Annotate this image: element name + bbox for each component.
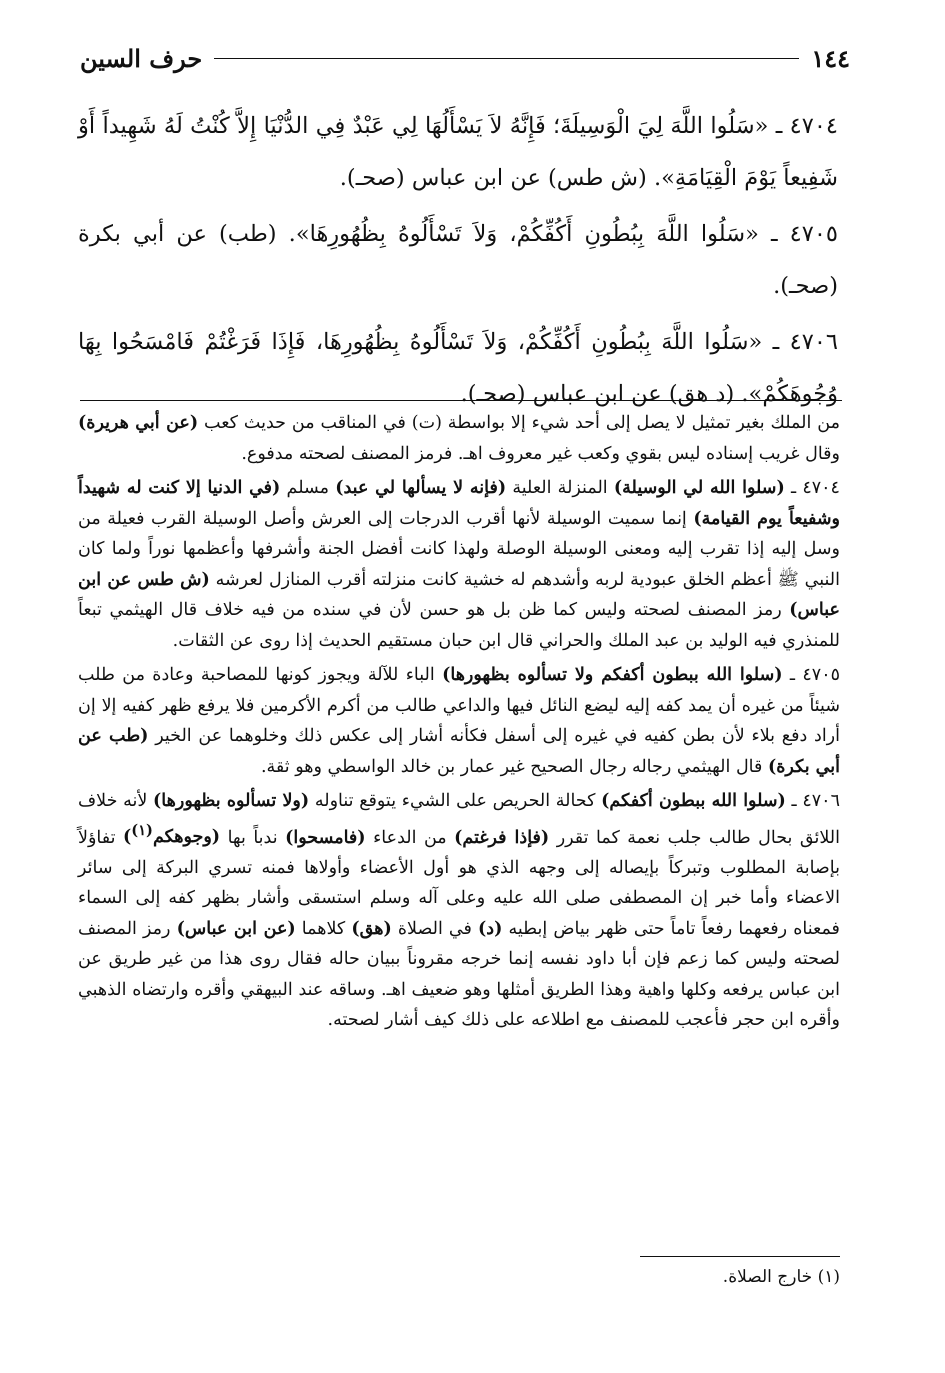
commentary-text: مسلم: [286, 478, 329, 498]
commentary-4705: [78, 660, 840, 782]
hadith-source: (د هق) عن ابن عباس (صحـ).: [460, 381, 735, 407]
commentary-text: رمز المصنف لصحته وليس كما ظن بل هو حسن لأن في سنده من فيه خلاف قال الهيثمي تبعاً للمنذري فيه الوليد بن عبد الملك والحراني قال ابن حبان مستقيم الحديث إذا روى عن الثقات.: [78, 600, 840, 651]
hadith-text: «سَلُوا اللَّهَ بِبُطُونِ أَكُفِّكُمْ، وَلاَ تَسْأَلُوهُ بِظُهُورِهَا».: [288, 221, 759, 247]
hadith-4706: [78, 316, 838, 420]
commentary-highlight: (ش طس عن ابن عباس): [78, 569, 840, 620]
commentary-number: ٤٧٠٥ ـ: [789, 665, 840, 685]
hadith-source: (طب) عن أبي بكرة (صحـ).: [78, 221, 838, 299]
commentary-text: الباء للآلة ويجوز كونها للمصاحبة وعادة من طلب شيئاً من غيره أن يمد كفه إليه ليضع النائل فيها والداعي طالب من أكرم الأكرمين فلا يرفع ظهر كفيه إلا إن أراد دفع بلاء لأن بطن كفيه في غيره إلى أسفل فكأنه أشار إلى عكس ذلك وخلوهما عن الخير: [78, 665, 840, 746]
commentary-highlight-part: ): [123, 827, 132, 848]
commentary-section: [78, 408, 840, 1040]
commentary-highlight: (هق): [351, 918, 392, 939]
commentary-number: ٤٧٠٦ ـ: [791, 791, 840, 811]
hadith-number: ٤٧٠٤ ـ: [775, 113, 838, 139]
commentary-highlight: (ولا تسألوه بظهورها): [153, 791, 310, 811]
commentary-text: قال الهيثمي رجاله رجال الصحيح غير عمار بن خالد الواسطي وهو ثقة.: [260, 756, 763, 777]
hadith-4705: [78, 208, 838, 312]
hadith-4704: [78, 100, 838, 204]
commentary-text: رمز المصنف لصحته وليس كما زعم فإن أبا داود نفسه إنما خرجه مقروناً ببيان حاله فقال روى هذا من غير طريق عن ابن عباس يرفعه وكلها واهية وهذا الطريق أمثلها وهو ضعيف اهـ. وساقه عند البيهقي وأقره وارتضاه الذهبي وأقره ابن حجر فأعجب للمصنف مع اطلاعه على ذلك كيف أشار لصحته.: [78, 918, 840, 1031]
page-header: [80, 38, 850, 78]
commentary-highlight-part: (وجوهكم: [152, 827, 221, 848]
commentary-highlight: (سلوا الله ببطون أكفكم): [601, 791, 786, 811]
hadith-source: (ش طس) عن ابن عباس (صحـ).: [339, 165, 647, 191]
hadith-text-section: [78, 100, 838, 424]
commentary-text: كحالة الحريص على الشيء يتوقع تناوله: [314, 791, 596, 811]
commentary-text: كلاهما: [301, 918, 346, 939]
commentary-highlight: (سلوا الله لي الوسيلة): [613, 478, 785, 498]
commentary-text: من الدعاء: [373, 827, 447, 848]
footnote: [500, 1262, 840, 1292]
commentary-highlight: [123, 822, 221, 848]
commentary-number: ٤٧٠٤ ـ: [790, 478, 840, 498]
commentary-text: لأنه خلاف اللائق بحال طالب جلب نعمة كما تقرر: [78, 791, 840, 848]
hadith-text: «سَلُوا اللَّهَ لِيَ الْوَسِيلَةَ؛ فَإِنَّهُ لاَ يَسْأَلُهَا لِي عَبْدٌ فِي الدُّنْيَا إِلاَّ كُنْتُ لَهُ شَهِيداً أَوْ شَفِيعاً يَوْمَ الْقِيَامَةِ».: [78, 113, 838, 191]
commentary-highlight: (فامسحوا): [285, 827, 366, 848]
footnote-reference: (١): [131, 822, 153, 840]
commentary-highlight: (فإنه لا يسألها لي عبد): [335, 478, 507, 498]
commentary-text: المنزلة العلية: [512, 478, 608, 498]
commentary-highlight: (عن أبي هريرة): [78, 413, 199, 433]
commentary-highlight: (د): [478, 918, 503, 939]
commentary-4704: [78, 473, 840, 656]
footnote-text: خارج الصلاة.: [722, 1267, 813, 1287]
hadith-number: ٤٧٠٥ ـ: [770, 221, 839, 247]
commentary-highlight: (في الدنيا إلا كنت له شهيداً وشفيعاً يوم القيامة): [78, 478, 840, 529]
commentary-text: ندباً بها: [227, 827, 278, 848]
commentary-text: وقال غريب إسناده ليس بقوي وكعب غير معروف اهـ. فرمز المصنف لصحته مدفوع.: [241, 443, 840, 464]
hadith-number: ٤٧٠٦ ـ: [772, 329, 839, 355]
commentary-highlight: (سلوا الله ببطون أكفكم ولا تسألوه بظهورها): [442, 665, 783, 685]
hadith-text: «سَلُوا اللَّهَ بِبُطُونِ أَكُفِّكُمْ، وَلاَ تَسْأَلُوهُ بِظُهُورِهَا، فَإِذَا فَرَغْتُمْ فَامْسَحُوا بِهَا وُجُوهَكُمْ».: [78, 329, 838, 407]
commentary-highlight: (طب عن أبي بكرة): [78, 726, 840, 777]
commentary-highlight: (فإذا فرغتم): [454, 827, 550, 848]
page-number: ١٤٤: [811, 43, 850, 73]
commentary-text: من الملك بغير تمثيل لا يصل إلى أحد شيء إلا بواسطة (ت) في المناقب من حديث كعب: [204, 413, 840, 433]
header-rule: [214, 58, 799, 59]
commentary-text: إنما سميت الوسيلة لأنها أقرب الدرجات إلى العرش وأصل الوسيلة القرب فعيلة من وسل إليه إذا تقرب إليه ومعنى الوسيلة الوصلة ولهذا كانت أفضل الجنة وأشرفها وأعظمها نوراً ولما كان النبي ﷺ أعظم الخلق عبودية لربه وأشدهم له خشية كانت منزلته أقرب المنازل لعرشه: [78, 508, 840, 590]
commentary-text: في الصلاة: [397, 918, 472, 939]
commentary-highlight: (عن ابن عباس): [176, 918, 296, 939]
commentary-continuation: [78, 408, 840, 469]
commentary-4706: [78, 786, 840, 1036]
commentary-text: تفاؤلاً بإصابة المطلوب وتبركاً بإيصاله إلى وجهه الذي هو أول الأعضاء وأولاها فمنه تسري البركة إلى سائر الاعضاء وأما خبر إن المصطفى صلى الله عليه وعلى آله وسلم استسقى وأشار بظهر كفه إلى السماء فمعناه رفعهما رفعاً تاماً حتى ظهر بياض إبطيه: [78, 827, 840, 939]
footnote-rule: [640, 1256, 840, 1257]
chapter-title: حرف السين: [80, 43, 203, 73]
footnote-marker: (١): [817, 1267, 840, 1287]
section-separator: [80, 400, 842, 401]
